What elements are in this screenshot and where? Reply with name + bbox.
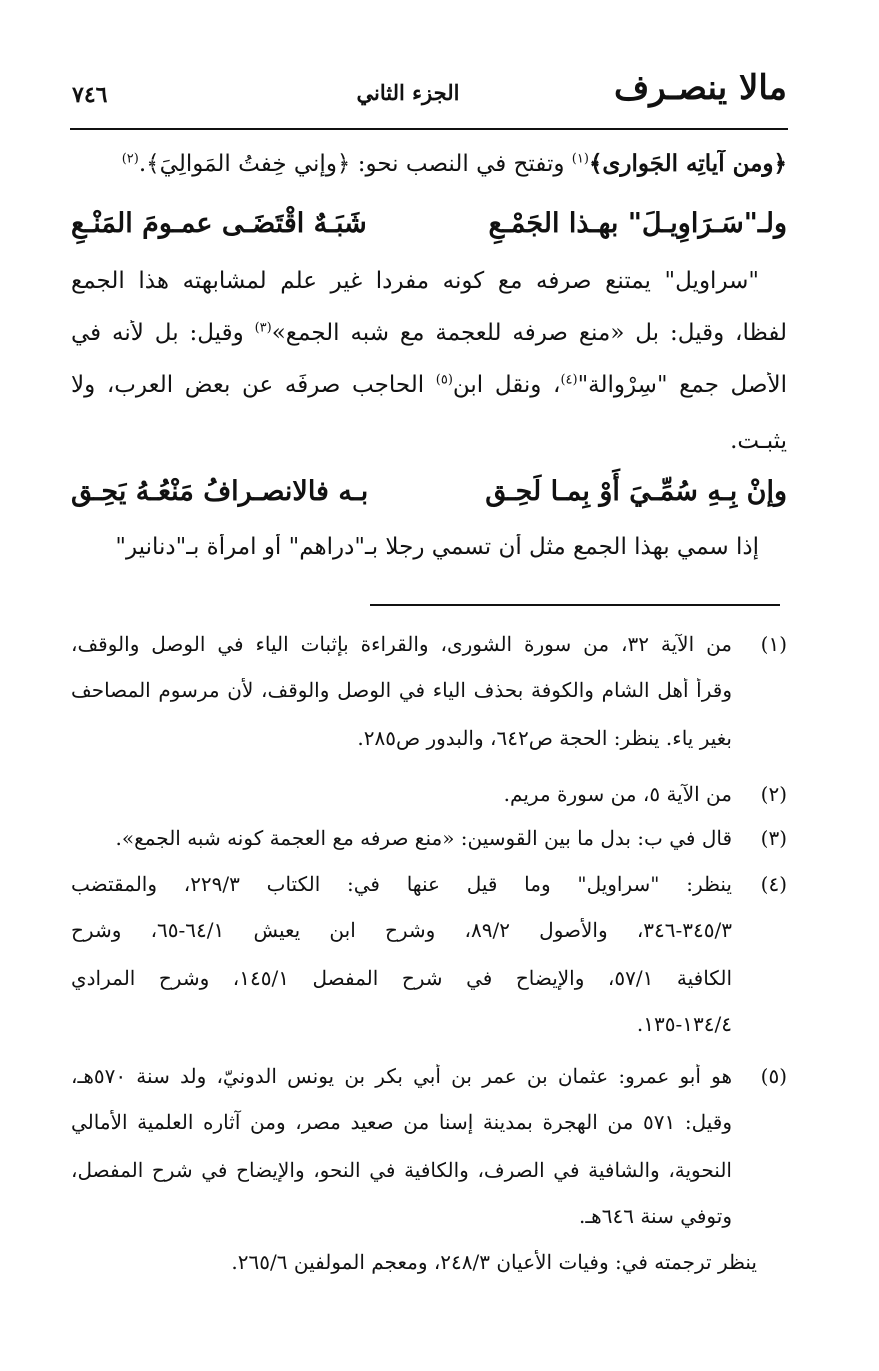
part-title: الجزء الثاني <box>356 80 460 105</box>
footnote-line: وتوفي سنة ٦٤٦هـ. <box>578 1204 732 1228</box>
verse-2-first-hemistich: وإنْ بِـهِ سُمِّـيَ أَوْ بِمـا لَحِـق <box>485 476 787 507</box>
footnote-line: النحوية، والشافية في الصرف، والكافية في النحو، والإيضاح في شرح المفصل، <box>71 1158 732 1182</box>
footnote-line: ١٣٤/٤-١٣٥. <box>636 1012 732 1036</box>
footnote-5 <box>71 1064 787 1304</box>
body-line: "سراويل" يمتنع صرفه مع كونه مفردا غير علم لمشابهته هذا الجمع <box>71 268 759 294</box>
footnote-line: من الآية ٥، من سورة مريم. <box>503 782 732 806</box>
verse-2 <box>71 476 787 526</box>
body-line <box>71 372 787 398</box>
footnote-line: ينظر ترجمته في: وفيات الأعيان ٢٤٨/٣، ومعجم المولفين ٢٦٥/٦. <box>231 1250 757 1274</box>
footnote-line: قال في ب: بدل ما بين القوسين: «منع صرفه مع العجمة كونه شبه الجمع». <box>115 826 732 850</box>
body-line: يثبـت. <box>730 428 787 454</box>
verse-1-second-hemistich: شَبَـهٌ اقْتَضَـى عمـومَ المَنْـعِ <box>71 208 367 239</box>
header-rule <box>70 128 788 130</box>
footnote-line: هو أبو عمرو: عثمان بن عمر بن أبي بكر بن يونس الدونيّ، ولد سنة ٥٧٠هـ، <box>71 1064 732 1088</box>
verse-1-first-hemistich: ولـ"سَـرَاوِيـلَ" بهـذا الجَمْـعِ <box>488 208 787 239</box>
footnote-ref-3: (٣) <box>254 320 272 336</box>
footnote-3 <box>71 826 787 866</box>
footnote-2 <box>71 782 787 822</box>
footnote-number: (٣) <box>760 826 787 850</box>
quran-quote-1: ﴿ومن آياتِه الجَوارى﴾ <box>588 150 787 177</box>
footnote-number: (٤) <box>760 872 787 896</box>
footnote-number: (٢) <box>760 782 787 806</box>
footnote-ref-1: (١) <box>571 151 589 167</box>
page-number: ٧٤٦ <box>72 82 108 108</box>
body-line-1 <box>71 150 787 177</box>
footnote-line: الكافية ٥٧/١، والإيضاح في شرح المفصل ١٤٥/١، وشرح المرادي <box>71 966 732 990</box>
verse-1 <box>71 208 787 258</box>
body-line <box>71 320 787 346</box>
footnote-line: بغير ياء. ينظر: الحجة ص٦٤٢، والبدور ص٢٨٥. <box>357 726 732 750</box>
footnote-line: ينظر: "سراويل" وما قيل عنها في: الكتاب ٢٢٩/٣، والمقتضب <box>71 872 732 896</box>
footnote-line: ٣٤٥/٣-٣٤٦، والأصول ٨٩/٢، وشرح ابن يعيش ٦٤/١-٦٥، وشرح <box>71 918 732 942</box>
body-line: إذا سمي بهذا الجمع مثل أن تسمي رجلا بـ"دراهم" أو امرأة بـ"دنانير" <box>115 534 759 560</box>
footnote-line: وقيل: ٥٧١ من الهجرة بمدينة إسنا من صعيد مصر، ومن آثاره العلمية الأمالي <box>71 1110 732 1134</box>
footnote-number: (٥) <box>760 1064 787 1088</box>
footnote-number: (١) <box>760 632 787 656</box>
body-text: الأصل جمع "سِرْوالة" <box>577 372 787 398</box>
footnote-ref-4: (٤) <box>560 372 578 388</box>
footnote-ref-2: (٢) <box>121 151 139 167</box>
body-text: وقيل: بل لأنه في <box>71 320 255 346</box>
footnote-line: من الآية ٣٢، من سورة الشورى، والقراءة بإثبات الياء في الوصل والوقف، <box>71 632 732 656</box>
body-text: وتفتح في النصب نحو: ﴿وإني خِفتُ المَوالِيَ﴾. <box>138 151 572 177</box>
footnote-4 <box>71 872 787 1052</box>
body-text: لفظا، وقيل: بل «منع صرفه للعجمة مع شبه الجمع» <box>271 320 787 346</box>
section-title: مالا ينصـرف <box>614 68 787 108</box>
footnote-1 <box>71 632 787 782</box>
verse-2-second-hemistich: بـه فالانصـرافُ مَنْعُـهُ يَحِـق <box>71 476 369 507</box>
body-text: الحاجب صرفَه عن بعض العرب، ولا <box>71 372 436 398</box>
footnote-separator <box>370 604 780 606</box>
footnote-ref-5: (٥) <box>435 372 453 388</box>
footnote-line: وقرأ أهل الشام والكوفة بحذف الياء في الوصل والوقف، لأن مرسوم المصاحف <box>71 678 732 702</box>
body-text: ، ونقل ابن <box>452 372 561 398</box>
